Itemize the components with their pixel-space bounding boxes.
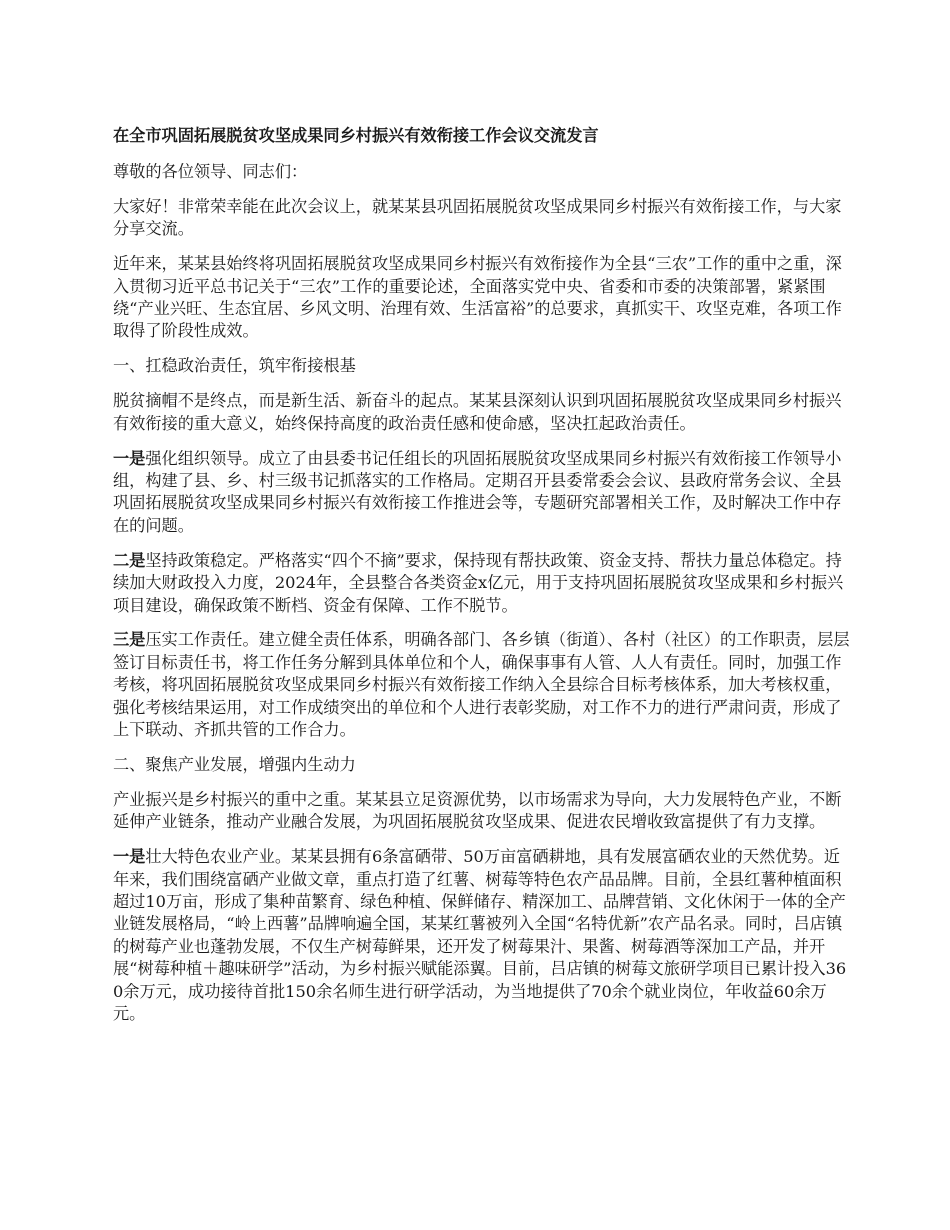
item-lead: 二是 [113,550,146,570]
salutation: 尊敬的各位领导、同志们： [113,162,308,181]
overview-paragraph: 近年来，某某县始终将巩固拓展脱贫攻坚成果同乡村振兴有效衔接作为全县“三农”工作的重中之重，深入贯彻习近平总书记关于“三农”工作的重要论述，全面落实党中央、省委和市委的决策部署，紧紧围绕“产业兴旺、生态宜居、乡风文明、治理有效、生活富裕”的总要求，真抓实干、攻坚克难，各项工作取得了阶段性成效。 [113,254,842,341]
item-text: 坚持政策稳定。严格落实“四个不摘”要求，保持现有帮扶政策、资金支持、帮扶力量总体稳定。持续加大财政投入力度，2024年，全县整合各类资金x亿元，用于支持巩固拓展脱贫攻坚成果和乡村振兴项目建设，确保政策不断档、资金有保障、工作不脱节。 [113,550,844,615]
section-2-item-1 [113,846,855,1025]
section-1-item-3 [113,629,855,741]
section-1-item-2 [113,550,855,617]
intro-paragraph: 大家好！非常荣幸能在此次会议上，就某某县巩固拓展脱贫攻坚成果同乡村振兴有效衔接工作，与大家分享交流。 [113,196,842,239]
document-page [113,124,855,1038]
section-1-intro: 脱贫摘帽不是终点，而是新生活、新奋斗的起点。某某县深刻认识到巩固拓展脱贫攻坚成果同乡村振兴有效衔接的重大意义，始终保持高度的政治责任感和使命感，坚决扛起政治责任。 [113,391,842,433]
section-2-heading: 二、聚焦产业发展，增强内生动力 [113,754,356,774]
section-1-heading: 一、扛稳政治责任，筑牢衔接根基 [113,356,356,376]
item-lead: 一是 [113,448,146,468]
section-1-item-1 [113,448,855,538]
item-text: 壮大特色农业产业。某某县拥有6条富硒带、50万亩富硒耕地，具有发展富硒农业的天然优势。近年来，我们围绕富硒产业做文章，重点打造了红薯、树莓等特色农产品品牌。目前，全县红薯种植面积超过10万亩，形成了集种苗繁育、绿色种植、保鲜储存、精深加工、品牌营销、文化休闲于一体的全产业链发展格局，“岭上西薯”品牌响遍全国，某某红薯被列入全国“名特优新”农产品名录。同时，吕店镇的树莓产业也蓬勃发展，不仅生产树莓鲜果，还开发了树莓果汁、果酱、树莓酒等深加工产品，并开展“树莓种植＋趣味研学”活动，为乡村振兴赋能添翼。目前，吕店镇的树莓文旅研学项目已累计投入360余万元，成功接待首批150余名师生进行研学活动，为当地提供了70余个就业岗位，年收益60余万元。 [113,847,847,1023]
document-title: 在全市巩固拓展脱贫攻坚成果同乡村振兴有效衔接工作会议交流发言 [113,126,599,145]
item-lead: 一是 [113,847,146,867]
item-text: 强化组织领导。成立了由县委书记任组长的巩固拓展脱贫攻坚成果同乡村振兴有效衔接工作领导小组，构建了县、乡、村三级书记抓落实的工作格局。定期召开县委常委会会议、县政府常务会议、全县巩固拓展脱贫攻坚成果同乡村振兴有效衔接工作推进会等，专题研究部署相关工作，及时解决工作中存在的问题。 [113,448,842,535]
item-text: 压实工作责任。建立健全责任体系，明确各部门、各乡镇（街道）、各村（社区）的工作职责，层层签订目标责任书，将工作任务分解到具体单位和个人，确保事事有人管、人人有责任。同时，加强工作考核，将巩固拓展脱贫攻坚成果同乡村振兴有效衔接工作纳入全县综合目标考核体系，加大考核权重，强化考核结果运用，对工作成绩突出的单位和个人进行表彰奖励，对工作不力的进行严肃问责，形成了上下联动、齐抓共管的工作合力。 [113,630,850,740]
item-lead: 三是 [113,630,146,650]
section-2-intro: 产业振兴是乡村振兴的重中之重。某某县立足资源优势，以市场需求为导向，大力发展特色产业，不断延伸产业链条，推动产业融合发展，为巩固拓展脱贫攻坚成果、促进农民增收致富提供了有力支撑。 [113,789,842,832]
